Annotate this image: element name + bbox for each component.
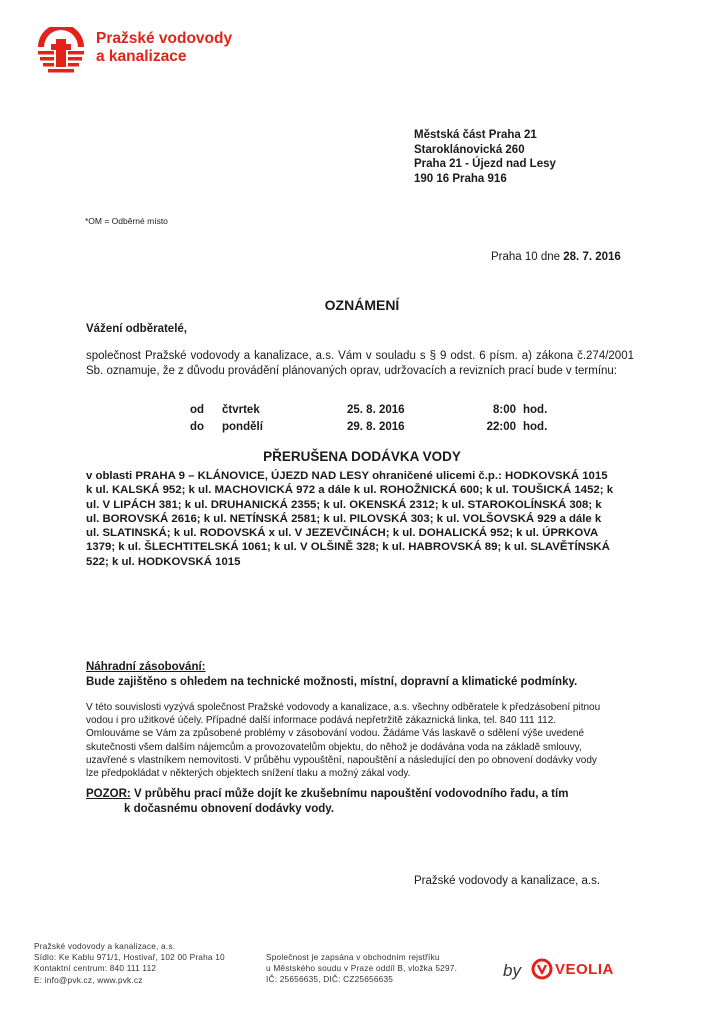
veolia-wordmark: VEOLIA (555, 961, 614, 978)
schedule-unit-2: hod. (523, 421, 548, 433)
logo-wordmark (96, 30, 232, 66)
address-line: Staroklánovická 260 (414, 143, 525, 156)
footer-line: Sídlo: Ke Kablu 971/1, Hostivař, 102 00 Praha 10 (34, 952, 225, 963)
area-line: k ul. KALSKÁ 952; k ul. MACHOVICKÁ 972 a dále k ul. ROHOŽNICKÁ 600; k ul. TOUŠICKÁ 1452; k (86, 484, 614, 497)
logo-line-1: Pražské vodovody (96, 30, 233, 47)
footer-line: u Městského soudu v Praze oddíl B, vložka 5297. (266, 963, 458, 974)
date-value: 28. 7. 2016 (563, 251, 621, 263)
schedule-time-1: 8:00 (492, 404, 516, 416)
pvk-logo-icon (34, 27, 88, 77)
alternative-supply-text: Bude zajištěno s ohledem na technické možnosti, místní, dopravní a klimatické podmínky. (86, 676, 578, 688)
schedule-date-1: 25. 8. 2016 (347, 404, 405, 416)
by-label: by (503, 961, 521, 980)
schedule-prep-1: od (190, 404, 205, 416)
greeting: Vážení odběratelé, (86, 323, 187, 335)
info-line: lze předpokládat v některých objektech snížení tlaku a možný zákal vody. (86, 768, 411, 780)
schedule-day-1: čtvrtek (222, 404, 260, 416)
signature: Pražské vodovody a kanalizace, a.s. (414, 875, 601, 887)
area-line: 522; k ul. HODKOVSKÁ 1015 (86, 555, 241, 568)
info-line: V této souvislosti vyzývá společnost Pražské vodovody a kanalizace, a.s. všechny odběratele k předzásobení pitnou (86, 702, 601, 713)
info-line: vodou i pro užitkové účely. Případné další informace podává nepřetržitě zákaznická linka, tel. 840 111 112. (86, 715, 557, 727)
schedule-time-2: 22:00 (486, 421, 516, 433)
logo-line-2: a kanalizace (96, 48, 187, 65)
schedule-day-2: pondělí (222, 421, 263, 433)
warning-line-1: V průběhu prací může dojít ke zkušebnímu napouštění vodovodního řadu, a tím (133, 788, 569, 800)
area-line: ul. BOROVSKÁ 2616; k ul. NETÍNSKÁ 2581; k ul. PILOVSKÁ 303; k ul. VOLŠOVSKÁ 929 a dále k (86, 512, 602, 525)
interruption-heading: PŘERUŠENA DODÁVKA VODY (263, 449, 461, 464)
om-footnote: *OM = Odběrné místo (85, 216, 168, 226)
address-line: Městská část Praha 21 (414, 129, 537, 141)
dateline (491, 251, 621, 263)
address-line: Praha 21 - Újezd nad Lesy (414, 158, 556, 170)
recipient-address (414, 128, 556, 186)
footer-line: Společnost je zapsána v obchodním rejstříku (266, 952, 440, 962)
footer-line: E: info@pvk.cz, www.pvk.cz (34, 974, 143, 985)
info-line: uzavřené s vlastníkem nemovitosti. V průběhu vypouštění, napouštění a následující den po obnovení dodávky vody (86, 754, 597, 766)
area-line: v oblasti PRAHA 9 – KLÁNOVICE, ÚJEZD NAD LESY ohraničené ulicemi č.p.: HODKOVSKÁ 1015 (86, 470, 608, 482)
intro-paragraph: společnost Pražské vodovody a kanalizace, a.s. Vám v souladu s § 9 odst. 6 písm. a) zákona č.274/2001 Sb. oznamuje, že z důvodu provádění plánovaných oprav, udržovacích a revizních prací bude v termínu: (86, 350, 634, 377)
footer-company-info (34, 941, 225, 986)
warning-label: POZOR: (86, 788, 131, 800)
warning-notice (86, 787, 646, 817)
info-paragraph (86, 701, 634, 780)
veolia-logo-icon (531, 957, 553, 981)
warning-line-2: k dočasnému obnovení dodávky vody. (124, 803, 335, 815)
info-line: Omlouváme se Vám za způsobené problémy v zásobování vodou. Žádáme Vás laskavě o sdělení výše uvedené (86, 728, 585, 740)
affected-area (86, 469, 648, 569)
schedule-unit-1: hod. (523, 404, 548, 416)
footer-registration (266, 952, 457, 986)
info-line: skutečnosti všem dalším nájemcům a provozovatelům objektu, do něhož je dodávána voda na základě smlouvy, (86, 741, 582, 753)
area-line: 1379; k ul. ŠLECHTITELSKÁ 1061; k ul. V OLŠINĚ 328; k ul. HABROVSKÁ 89; k ul. SLAVĚTÍNSKÁ (86, 541, 610, 554)
area-line: ul. SLATINSKÁ; k ul. RODOVSKÁ x ul. V JEZEVČINÁCH; k ul. DOHALICKÁ 952; k ul. ÚPRKOVA (86, 527, 599, 540)
date-prefix: Praha 10 dne (491, 251, 561, 263)
footer-line: Kontaktní centrum: 840 111 112 (34, 963, 157, 974)
schedule-date-2: 29. 8. 2016 (347, 421, 405, 433)
page-title: OZNÁMENÍ (324, 297, 400, 313)
footer-line: Pražské vodovody a kanalizace, a.s. (34, 941, 176, 951)
area-line: ul. V LIPÁCH 381; k ul. DRUHANICKÁ 2355; k ul. OKENSKÁ 2312; k ul. STAROKOLÍNSKÁ 308; k (86, 498, 602, 511)
address-line: 190 16 Praha 916 (414, 172, 507, 185)
schedule-prep-2: do (190, 421, 205, 433)
footer-line: IČ: 25656635, DIČ: CZ25656635 (266, 974, 394, 985)
alternative-supply-heading: Náhradní zásobování: (86, 661, 206, 673)
